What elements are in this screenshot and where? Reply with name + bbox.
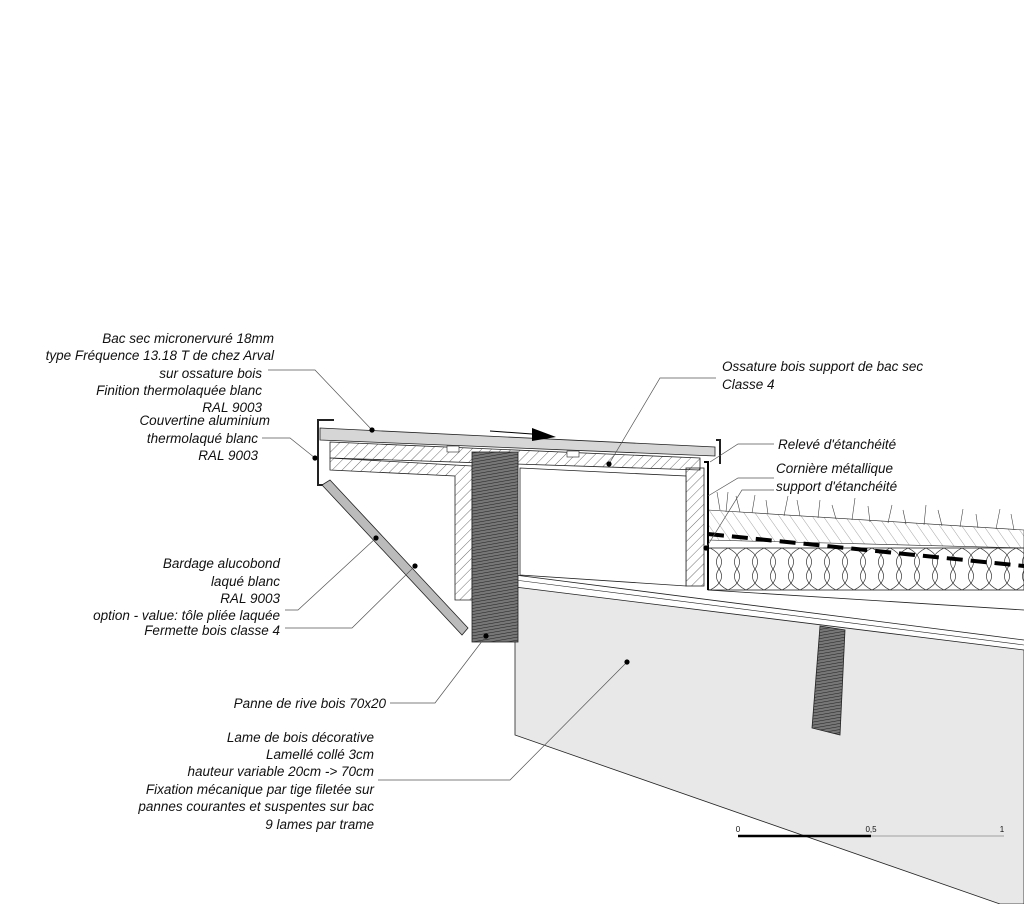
membrane-base-line [708,590,1024,610]
label-couvertine-line-1: Couvertine aluminium [139,413,270,428]
label-lame-line-5: pannes courantes et suspentes sur bac [138,799,374,814]
label-bardage-line-1: Bardage alucobond [162,556,280,571]
label-couvertine [139,413,270,463]
label-ossature [722,359,923,392]
coping-end [716,440,720,464]
label-bac-sec-line-5: RAL 9003 [202,400,262,415]
label-bac-sec-line-1: Bac sec micronervuré 18mm [102,331,274,346]
gravel-layer [708,510,1024,548]
label-bardage-line-3: RAL 9003 [220,591,280,606]
cleat-1 [447,446,459,452]
label-bardage [93,556,280,623]
upstand-wood [686,468,704,586]
label-ossature-line-1: Ossature bois support de bac sec [722,359,924,374]
slope-arrow [490,431,532,434]
label-lame-line-4: Fixation mécanique par tige filetée sur [145,782,374,797]
label-bardage-line-4: option - value: tôle pliée laquée [93,608,280,623]
label-bac-sec [46,331,275,415]
label-bac-sec-line-2: type Fréquence 13.18 T de chez Arval [45,348,274,363]
label-lame [137,730,374,832]
label-corniere-line-2: support d'étanchéité [776,479,898,494]
label-couvertine-line-3: RAL 9003 [198,448,258,463]
label-bardage-line-2: laqué blanc [210,574,280,589]
label-couvertine-line-2: thermolaqué blanc [146,431,258,446]
scale-tick-0: 0 [735,825,741,834]
label-corniere [776,461,897,494]
label-corniere-line-1: Cornière métallique [776,461,894,476]
label-bac-sec-line-3: sur ossature bois [159,366,262,381]
scale-tick-mid: 0,5 [865,825,877,834]
label-lame-line-6: 9 lames par trame [265,817,374,832]
truss-frame [330,458,472,600]
label-fermette: Fermette bois classe 4 [144,623,280,638]
label-bac-sec-line-4: Finition thermolaquée blanc [96,383,262,398]
label-lame-line-2: Lamellé collé 3cm [265,747,374,762]
truss-inner [520,468,686,586]
cleat-2 [567,451,579,457]
label-releve: Relevé d'étanchéité [778,437,897,452]
waterproof-upstand [704,462,708,590]
label-lame-line-1: Lame de bois décorative [226,730,374,745]
insulation-layer [708,548,1024,590]
edge-beam [472,452,518,642]
cladding-panel [322,480,468,635]
label-lame-line-3: hauteur variable 20cm -> 70cm [187,764,374,779]
label-panne: Panne de rive bois 70x20 [233,696,386,711]
scale-tick-end: 1 [999,825,1005,834]
label-ossature-line-2: Classe 4 [722,377,775,392]
concrete-slab [515,587,1024,904]
